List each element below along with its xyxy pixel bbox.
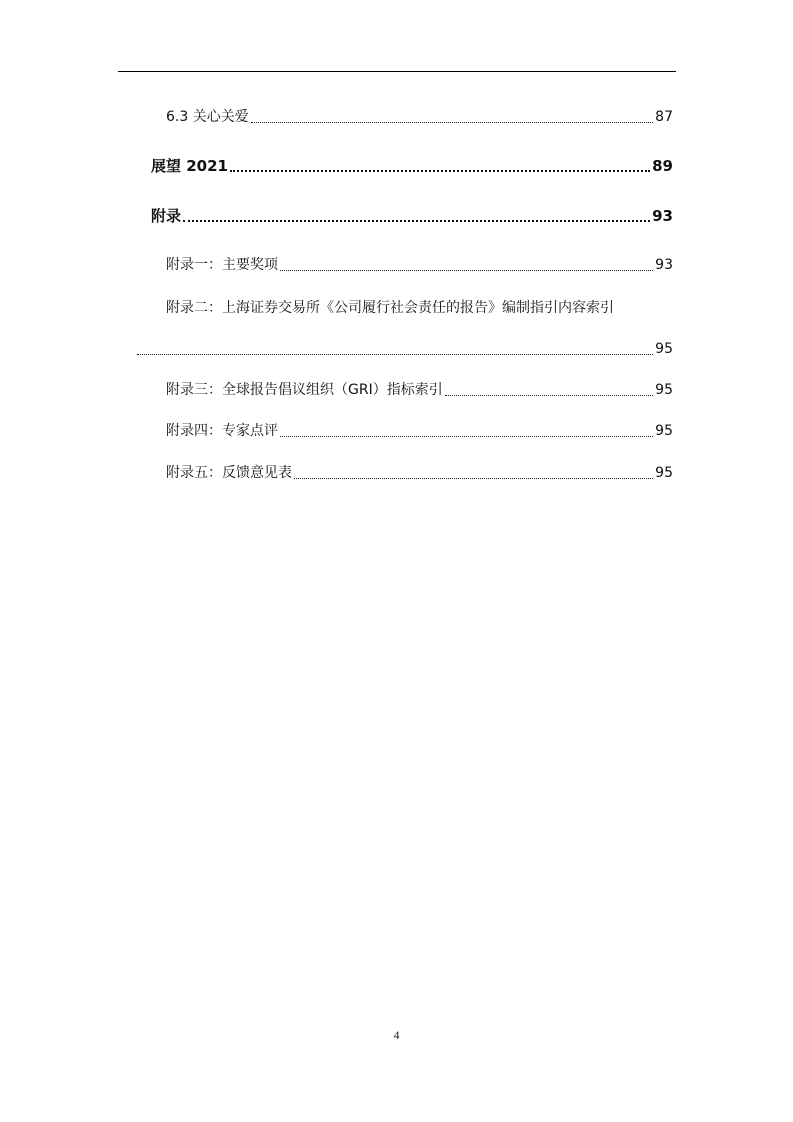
- toc-entry-page: 95: [655, 423, 673, 439]
- toc-leader-dots: [280, 422, 653, 440]
- toc-entry-title: 附录四：专家点评: [166, 423, 278, 439]
- toc-entry-outlook-2021[interactable]: [151, 157, 673, 175]
- toc-leader-dots: [251, 108, 653, 126]
- toc-entry-title: 展望 2021: [151, 157, 228, 175]
- toc-entry-page: 87: [655, 109, 673, 125]
- toc-entry-appendix-4[interactable]: [166, 422, 673, 440]
- toc-leader-dots: [280, 256, 653, 274]
- toc-entry-title: 附录五：反馈意见表: [166, 465, 292, 481]
- toc-entry-appendix-3[interactable]: [166, 381, 673, 399]
- toc-entry-page: 93: [655, 257, 673, 273]
- toc-entry-appendix-5[interactable]: [166, 464, 673, 482]
- toc-entry-title: 6.3 关心关爱: [166, 109, 249, 125]
- toc-leader-dots: [137, 340, 653, 358]
- toc-entry-page: 93: [652, 207, 673, 225]
- toc-leader-dots: [445, 381, 653, 399]
- toc-entry-appendix-1[interactable]: [166, 256, 673, 274]
- toc-entry-title: 附录: [151, 207, 182, 225]
- toc-entry-6-3[interactable]: [166, 108, 673, 126]
- toc-entry-page: 95: [655, 465, 673, 481]
- toc-leader-dots: [294, 464, 653, 482]
- toc-leader-dots: [183, 207, 650, 225]
- toc-entry-appendix-2[interactable]: [137, 340, 673, 358]
- toc-leader-dots: [230, 157, 650, 175]
- toc-entry-appendix-2-title[interactable]: 附录二：上海证券交易所《公司履行社会责任的报告》编制指引内容索引: [166, 300, 614, 316]
- toc-entry-page: 95: [655, 382, 673, 398]
- toc-entry-appendix[interactable]: [151, 207, 673, 225]
- toc-entry-page: 89: [652, 157, 673, 175]
- page-number: 4: [393, 1028, 400, 1042]
- toc-entry-page: 95: [655, 341, 673, 357]
- toc-entry-title: 附录三：全球报告倡议组织（GRI）指标索引: [166, 382, 443, 398]
- toc-entry-title: 附录一：主要奖项: [166, 257, 278, 273]
